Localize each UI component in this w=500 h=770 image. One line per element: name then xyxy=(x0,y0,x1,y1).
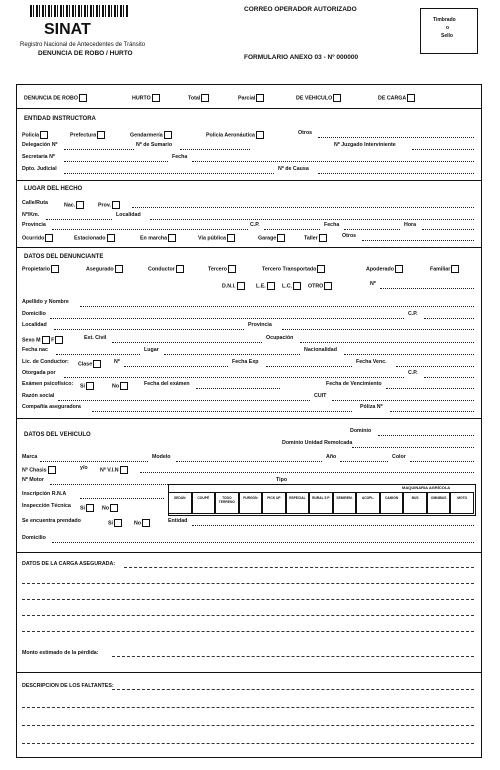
prendado-label: Se encuentra prendado xyxy=(22,518,81,524)
carga-checkbox[interactable] xyxy=(407,94,415,102)
num-sumario-label: Nº de Sumario xyxy=(136,142,173,148)
nac-label: Nac. xyxy=(64,201,84,209)
otros-label: Otros xyxy=(298,130,313,136)
tipo-cell-label: PICK UP xyxy=(267,496,281,500)
sexo-label: Sexo M F xyxy=(22,336,63,344)
faltantes-line-4[interactable] xyxy=(22,743,474,744)
marca-label: Marca xyxy=(22,454,38,460)
conductor-checkbox[interactable] xyxy=(176,265,184,273)
domicilio-vehiculo-label: Domicilio xyxy=(22,535,46,541)
domicilio-label: Domicilio xyxy=(22,311,46,317)
tipo-cell-label: OMNIBUS xyxy=(430,496,447,500)
estacionado-label: Estacionado xyxy=(74,234,115,242)
otorgada-label: Otorgada por xyxy=(22,370,56,376)
divider xyxy=(16,108,482,109)
via-publica-label: Vía pública xyxy=(198,234,235,242)
dominio-remolcado-field[interactable] xyxy=(352,447,474,448)
secretaria-label: Secretaría Nº xyxy=(22,154,55,160)
cp-denunciante-label: C.P. xyxy=(408,311,418,317)
total-label: Total xyxy=(188,94,209,102)
total-checkbox[interactable] xyxy=(201,94,209,102)
domicilio-vehiculo-field[interactable] xyxy=(52,542,474,543)
poliza-field[interactable] xyxy=(390,411,474,412)
carga-line-2[interactable] xyxy=(22,583,474,584)
lic-conductor-label: Lic. de Conductor: xyxy=(22,359,69,365)
robo-checkbox[interactable] xyxy=(79,94,87,102)
inspeccion-si-checkbox[interactable] xyxy=(86,504,94,512)
tipo-cell[interactable] xyxy=(403,492,427,514)
examen-label: Exámen psicofísico: xyxy=(22,381,74,387)
fecha-label: Fecha xyxy=(172,154,188,160)
gendarmeria-checkbox[interactable] xyxy=(164,131,172,139)
delegacion-field[interactable] xyxy=(64,149,134,150)
apellido-label: Apellido y Nombre xyxy=(22,299,69,305)
sexo-m-checkbox[interactable] xyxy=(42,336,50,344)
otro-label: OTRO xyxy=(308,282,332,290)
tipo-cell-label: COUPÉ xyxy=(197,496,210,500)
otorgada-field[interactable] xyxy=(64,377,404,378)
tercero-transportado-label: Tercero Transportado xyxy=(262,265,325,273)
inscripcion-field[interactable] xyxy=(80,498,164,499)
num-km-field[interactable] xyxy=(46,219,112,220)
examen-no-checkbox[interactable] xyxy=(120,382,128,390)
carga-line-5[interactable] xyxy=(22,631,474,632)
hora-label: Hora xyxy=(404,222,417,228)
gendarmeria-label: Gendarmería xyxy=(130,131,172,139)
barcode xyxy=(30,5,128,17)
tipo-cell-label: TODO TERRENO xyxy=(218,496,235,504)
divider xyxy=(16,418,482,419)
tipo-cell-label: MOTO xyxy=(457,496,468,500)
color-field[interactable] xyxy=(410,461,474,462)
faltantes-line-3[interactable] xyxy=(22,725,474,726)
asegurado-label: Asegurado xyxy=(86,265,123,273)
dominio-field[interactable] xyxy=(378,435,474,436)
otros-lugar-label: Otros xyxy=(342,233,357,239)
faltantes-label: DESCRIPCION DE LOS FALTANTES: xyxy=(22,683,114,689)
fecha-field[interactable] xyxy=(192,161,474,162)
prendado-si-checkbox[interactable] xyxy=(114,519,122,527)
carga-line-3[interactable] xyxy=(22,599,474,600)
est-civil-field[interactable] xyxy=(112,342,262,343)
tipo-cell[interactable] xyxy=(333,492,357,514)
ocupacion-label: Ocupación xyxy=(266,335,294,341)
num-km-label: Nº/Km. xyxy=(22,212,40,218)
cp-denunciante-field[interactable] xyxy=(424,318,474,319)
carga-line-1[interactable] xyxy=(124,567,474,568)
policia-checkbox[interactable] xyxy=(40,131,48,139)
prendado-si-label: Si xyxy=(108,519,122,527)
inspeccion-si-label: Si xyxy=(80,504,94,512)
familiar-label: Familiar xyxy=(430,265,459,273)
localidad-field[interactable] xyxy=(150,219,474,220)
tipo-cell-label: ACOPL. xyxy=(361,496,375,500)
lugar-title: LUGAR DEL HECHO xyxy=(24,186,83,192)
num-causa-field[interactable] xyxy=(318,173,474,174)
tipo-cell-label: SEMIREM. xyxy=(336,496,353,500)
ocurrido-checkbox[interactable] xyxy=(45,234,53,242)
prefectura-checkbox[interactable] xyxy=(97,131,105,139)
nac-checkbox[interactable] xyxy=(76,201,84,209)
cp-otorgada-label: C.P. xyxy=(408,370,418,376)
domicilio-field[interactable] xyxy=(50,318,404,319)
yo-label: y/o xyxy=(80,465,88,471)
tercero-label: Tercero xyxy=(208,265,236,273)
le-label: L.E. xyxy=(256,282,275,290)
chasis-checkbox[interactable] xyxy=(48,466,56,474)
cuit-field[interactable] xyxy=(332,400,474,401)
tipo-cell-label: ESPECIAL xyxy=(289,496,306,500)
chasis-field[interactable] xyxy=(140,472,474,473)
tipo-cell-label: CAMIÓN xyxy=(384,496,399,500)
prov-label: Prov. xyxy=(98,201,120,209)
num-sumario-field[interactable] xyxy=(180,149,250,150)
otros-field[interactable] xyxy=(318,137,474,138)
delegacion-label: Delegación Nº xyxy=(22,142,58,148)
apellido-field[interactable] xyxy=(80,306,474,307)
monto-label: Monto estimado de la pérdida: xyxy=(22,650,99,656)
stamp-line3: Sello xyxy=(441,33,453,39)
nacionalidad-label: Nacionalidad xyxy=(304,347,337,353)
cp-otorgada-field[interactable] xyxy=(424,377,474,378)
taller-label: Taller xyxy=(304,234,327,242)
fecha-lugar-field[interactable] xyxy=(344,229,400,230)
prendado-no-label: No xyxy=(134,519,150,527)
dni-checkbox[interactable] xyxy=(237,282,245,290)
fecha-nac-field[interactable] xyxy=(56,354,140,355)
fecha-lugar-label: Fecha xyxy=(324,222,340,228)
conductor-label: Conductor xyxy=(148,265,184,273)
monto-field[interactable] xyxy=(112,656,474,657)
fecha-exp-label: Fecha Exp xyxy=(232,359,259,365)
policia-aero-checkbox[interactable] xyxy=(256,131,264,139)
tipo-cell[interactable] xyxy=(262,492,286,514)
tipo-head-label: MAQUINARIA AGRÍCOLA xyxy=(402,485,451,490)
razon-social-field[interactable] xyxy=(58,400,310,401)
parcial-label: Parcial xyxy=(238,94,264,102)
entidad-title: ENTIDAD INSTRUCTORA xyxy=(24,116,96,122)
localidad-den-label: Localidad xyxy=(22,322,47,328)
nacionalidad-field[interactable] xyxy=(344,354,474,355)
faltantes-line-1[interactable] xyxy=(112,689,474,690)
tipo-cell[interactable] xyxy=(215,492,239,514)
clase-checkbox[interactable] xyxy=(93,360,101,368)
calle-ruta-label: Calle/Ruta xyxy=(22,200,48,206)
chasis-label: Nº Chasis xyxy=(22,466,56,474)
tipo-cell-label: SEDÁN xyxy=(173,496,186,500)
en-marcha-checkbox[interactable] xyxy=(168,234,176,242)
denuncia-subtitle: DENUNCIA DE ROBO / HURTO xyxy=(38,50,133,57)
stamp-box xyxy=(420,8,478,54)
num-juzgado-label: Nº Juzgado Interviniente xyxy=(334,142,396,148)
num-causa-label: Nº de Causa xyxy=(278,166,309,172)
lc-checkbox[interactable] xyxy=(293,282,301,290)
secretaria-field[interactable] xyxy=(64,161,168,162)
hora-field[interactable] xyxy=(422,229,474,230)
tipo-cell-label: RURAL 5 P. xyxy=(312,496,330,500)
registro-text: Registro Nacional de Antecedentes de Tránsito xyxy=(20,42,146,48)
tipo-cell[interactable] xyxy=(450,492,474,514)
razon-social-label: Razón social xyxy=(22,393,55,399)
tipo-cell[interactable] xyxy=(356,492,380,514)
poliza-label: Póliza Nº xyxy=(360,404,383,410)
localidad-label: Localidad xyxy=(116,212,141,218)
fecha-venc-field[interactable] xyxy=(396,366,474,367)
policia-label: Policía xyxy=(22,131,48,139)
prefectura-label: Prefectura xyxy=(70,131,105,139)
via-publica-checkbox[interactable] xyxy=(227,234,235,242)
garage-checkbox[interactable] xyxy=(277,234,285,242)
estacionado-checkbox[interactable] xyxy=(107,234,115,242)
clase-label: Clase xyxy=(78,360,101,368)
sinat-title: SINAT xyxy=(44,21,91,38)
prov-checkbox[interactable] xyxy=(112,201,120,209)
propietario-checkbox[interactable] xyxy=(51,265,59,273)
hurto-label: HURTO xyxy=(132,94,160,102)
provincia-field[interactable] xyxy=(52,229,248,230)
lc-label: L.C. xyxy=(282,282,301,290)
stamp-line1: Timbrado xyxy=(433,17,456,23)
provincia-label: Provincia xyxy=(22,222,46,228)
tipo-cell-label: BUS xyxy=(411,496,419,500)
num-doc-label: Nº xyxy=(370,281,376,287)
examen-no-label: No xyxy=(112,382,128,390)
faltantes-line-2[interactable] xyxy=(22,707,474,708)
ocupacion-field[interactable] xyxy=(300,342,474,343)
fecha-vencimiento-label: Fecha de Vencimiento xyxy=(326,381,382,387)
asegurado-checkbox[interactable] xyxy=(115,265,123,273)
divider xyxy=(16,247,482,248)
dni-label: D.N.I. xyxy=(222,282,245,290)
divider xyxy=(16,180,482,181)
tipo-cell[interactable] xyxy=(309,492,333,514)
garage-label: Garage xyxy=(258,234,285,242)
parcial-checkbox[interactable] xyxy=(256,94,264,102)
color-label: Color xyxy=(392,454,406,460)
en-marcha-label: En marcha xyxy=(140,234,176,242)
examen-si-label: Si xyxy=(80,382,94,390)
tipo-label: Tipo xyxy=(276,477,288,483)
examen-si-checkbox[interactable] xyxy=(86,382,94,390)
dpto-judicial-field[interactable] xyxy=(64,173,274,174)
carga-title: DATOS DE LA CARGA ASEGURADA: xyxy=(22,561,116,567)
tercero-checkbox[interactable] xyxy=(228,265,236,273)
num-juzgado-field[interactable] xyxy=(412,149,474,150)
cp-field[interactable] xyxy=(264,229,320,230)
hurto-checkbox[interactable] xyxy=(152,94,160,102)
fecha-examen-label: Fecha del exámen xyxy=(144,381,190,387)
otros-lugar-field[interactable] xyxy=(362,240,474,241)
compania-field[interactable] xyxy=(92,411,352,412)
tipo-cell[interactable] xyxy=(380,492,404,514)
est-civil-label: Est. Civil xyxy=(84,335,107,341)
lugar-nac-label: Lugar xyxy=(144,347,159,353)
anio-field[interactable] xyxy=(340,461,388,462)
tipo-cell[interactable] xyxy=(168,492,192,514)
familiar-checkbox[interactable] xyxy=(451,265,459,273)
marca-field[interactable] xyxy=(40,461,148,462)
vin-checkbox[interactable] xyxy=(120,466,128,474)
apoderado-label: Apoderado xyxy=(366,265,403,273)
inspeccion-label: Inspección Técnica xyxy=(22,503,71,509)
dominio-label: Dominio xyxy=(350,428,372,434)
tipo-cell[interactable] xyxy=(192,492,216,514)
entidad-prenda-label: Entidad xyxy=(168,518,188,524)
vehiculo-checkbox[interactable] xyxy=(333,94,341,102)
num-doc-field[interactable] xyxy=(380,288,474,289)
cp-label: C.P. xyxy=(250,222,260,228)
modelo-label: Modelo xyxy=(152,454,171,460)
tipo-cell[interactable] xyxy=(286,492,310,514)
tipo-cell[interactable] xyxy=(427,492,451,514)
tipo-cell[interactable] xyxy=(239,492,263,514)
entidad-prenda-field[interactable] xyxy=(192,525,474,526)
le-checkbox[interactable] xyxy=(267,282,275,290)
divider xyxy=(16,672,482,673)
denunciante-title: DATOS DEL DENUNCIANTE xyxy=(24,254,104,260)
motor-label: Nº Motor xyxy=(22,477,44,483)
dominio-remolcado-label: Dominio Unidad Remolcada xyxy=(282,440,353,446)
sexo-f-checkbox[interactable] xyxy=(55,336,63,344)
prendado-no-checkbox[interactable] xyxy=(142,519,150,527)
formulario-text: FORMULARIO ANEXO 03 - Nº 000000 xyxy=(244,54,359,61)
fecha-nac-label: Fecha nac xyxy=(22,347,48,353)
tercero-transportado-checkbox[interactable] xyxy=(317,265,325,273)
inspeccion-no-checkbox[interactable] xyxy=(110,504,118,512)
apoderado-checkbox[interactable] xyxy=(395,265,403,273)
dpto-judicial-label: Dpto. Judicial xyxy=(22,166,57,172)
compania-label: Compañía aseguradora xyxy=(22,404,81,410)
inspeccion-no-label: No xyxy=(102,504,118,512)
vin-label: Nº V.I.N xyxy=(100,466,128,474)
ocurrido-label: Ocurrido xyxy=(22,234,53,242)
divider xyxy=(16,552,482,553)
otro-checkbox[interactable] xyxy=(324,282,332,290)
fecha-examen-field[interactable] xyxy=(196,388,280,389)
de-carga-label: DE CARGA xyxy=(378,94,415,102)
num-lic-label: Nº xyxy=(114,359,120,365)
taller-checkbox[interactable] xyxy=(319,234,327,242)
provincia-den-label: Provincia xyxy=(248,322,272,328)
vehiculo-title: DATOS DEL VEHICULO xyxy=(24,432,91,438)
lugar-nac-field[interactable] xyxy=(164,354,300,355)
policia-aero-label: Policía Aeronáutica xyxy=(206,131,264,139)
calle-field[interactable] xyxy=(132,207,474,208)
propietario-label: Propietario xyxy=(22,265,59,273)
correo-text: CORREO OPERADOR AUTORIZADO xyxy=(244,6,357,13)
provincia-den-field[interactable] xyxy=(282,329,474,330)
stamp-line2: o xyxy=(446,25,450,31)
de-vehiculo-label: DE VEHICULO xyxy=(296,94,341,102)
num-lic-field[interactable] xyxy=(124,366,228,367)
denuncia-robo-label: DENUNCIA DE ROBO xyxy=(24,94,87,102)
inscripcion-label: Inscripción R.N.A xyxy=(22,491,67,497)
tipo-cell-label: FURGÓN xyxy=(243,496,258,500)
localidad-den-field[interactable] xyxy=(54,329,244,330)
fecha-vencimiento-field[interactable] xyxy=(386,388,474,389)
fecha-exp-field[interactable] xyxy=(266,366,352,367)
anio-label: Año xyxy=(326,454,337,460)
cuit-label: CUIT xyxy=(314,393,327,399)
modelo-field[interactable] xyxy=(176,461,322,462)
fecha-venc-label: Fecha Venc. xyxy=(356,359,387,365)
carga-line-4[interactable] xyxy=(22,615,474,616)
